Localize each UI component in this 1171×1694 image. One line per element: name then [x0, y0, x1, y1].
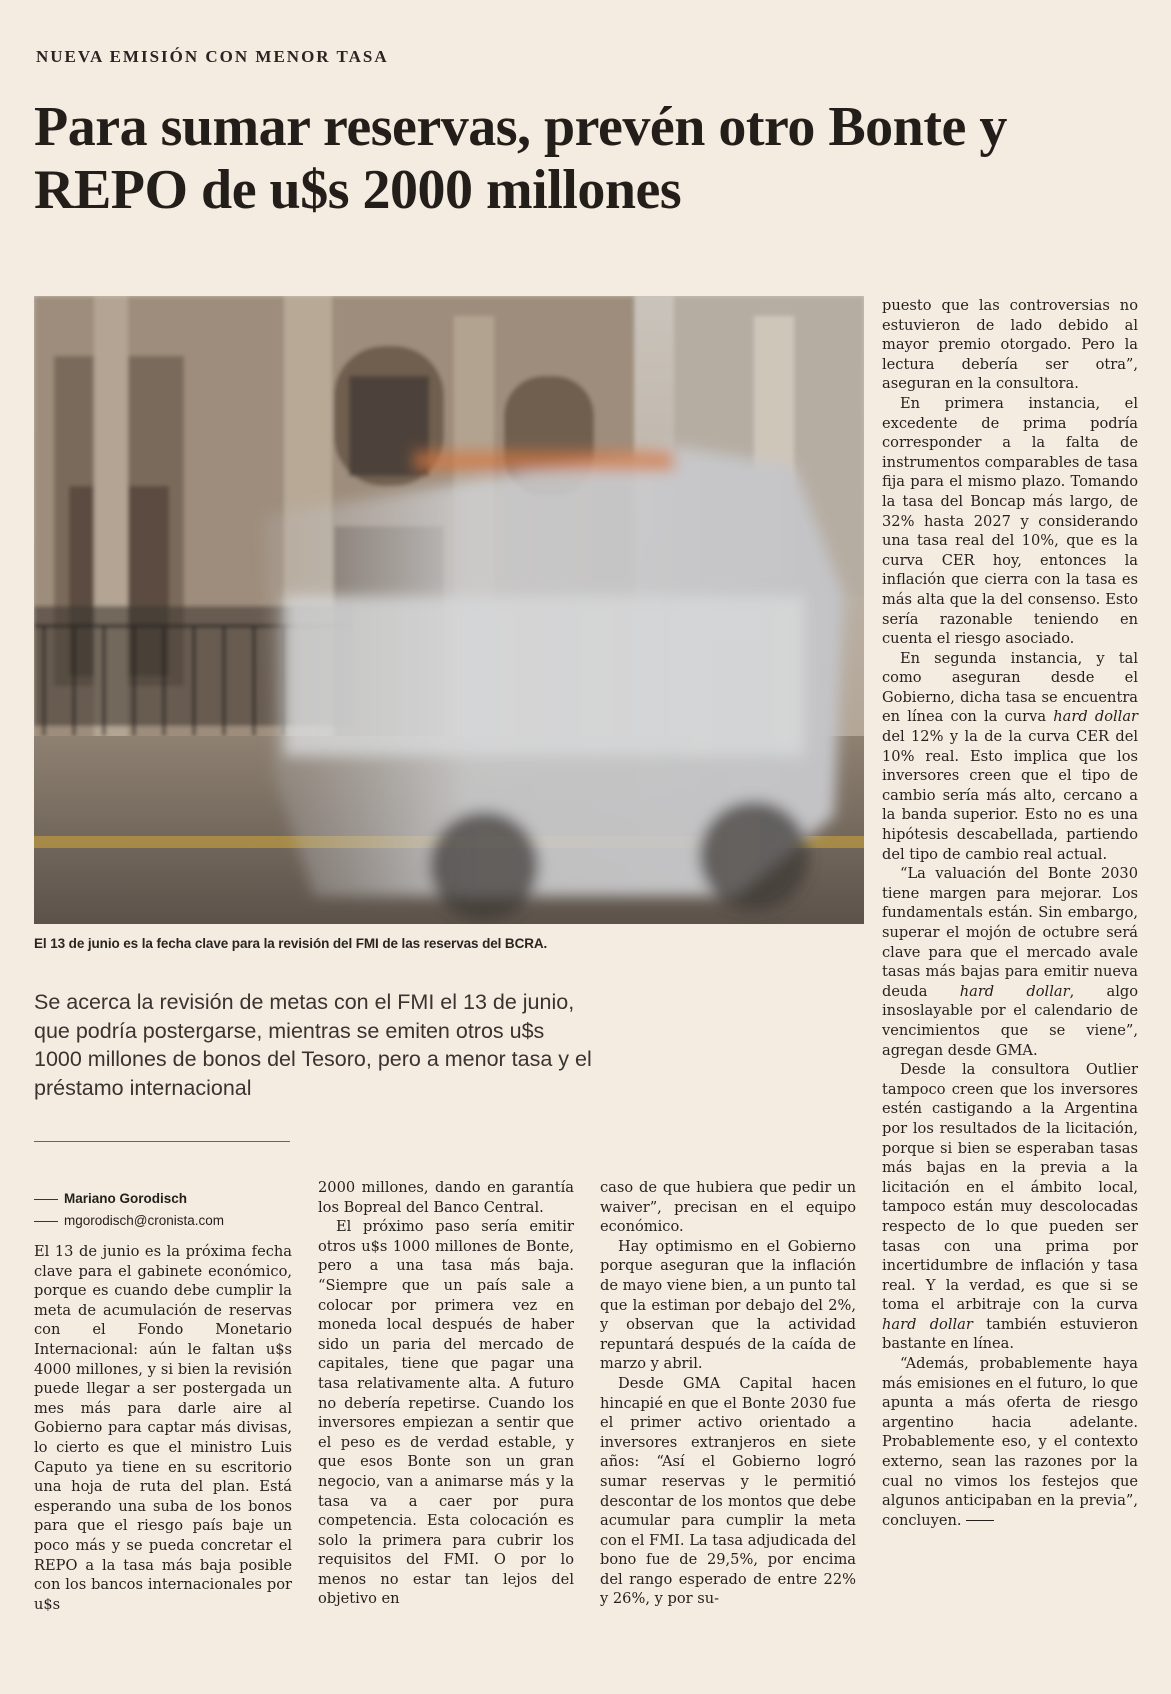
text-run: , algo insoslayable por el calendario de vencimientos que se viene”, agregan desde GMA.	[882, 982, 1139, 1059]
paragraph: Hay optimismo en el Gobierno porque aseguran que la inflación de mayo viene bien, a un punto tal que la estiman por debajo del 2%, y observan que la actividad repuntará después de la caída de marzo y abril.	[600, 1237, 856, 1373]
article-photo	[34, 296, 864, 924]
paragraph	[882, 1060, 1138, 1354]
photo-street-truck-bcra-building-icon	[34, 296, 864, 924]
kicker: NUEVA EMISIÓN CON MENOR TASA	[36, 47, 389, 66]
divider	[34, 1141, 290, 1142]
byline-dash	[34, 1221, 58, 1222]
photo-caption: El 13 de junio es la fecha clave para la revisión del FMI de las reservas del BCRA.	[34, 936, 548, 951]
paragraph: El 13 de junio es la próxima fecha clave para el gabinete económico, porque es cuando debe cumplir la meta de acumulación de reservas con el Fondo Monetario Internacional: aún le faltan u$s 4000 millones, y si bien la revisión puede llegar a ser postergada un mes más para darle aire al Gobierno para captar más divisas, lo cierto es que el ministro Luis Caputo ya tiene en su escritorio una hoja de ruta del plan. Está esperando una suba de los bonos para que el riesgo país baje un poco más y se pueda concretar el REPO a la tasa más baja posible con los bancos internacionales por u$s	[34, 1243, 292, 1613]
text-run: En segunda instancia, y tal como aseguran desde el Gobierno, dicha tasa se encuentra en línea con la curva	[882, 649, 1138, 726]
body-column-2	[318, 1178, 574, 1609]
emphasis: hard dollar	[1053, 708, 1138, 726]
body-column-1	[34, 1242, 292, 1614]
text-run: Desde la consultora Outlier tampoco creen que los inversores estén castigando a la Argentina por los resultados de la licitación, porque si bien se esperaban tasas más bajas en la previa a la licitación en el ámbito local, tampoco están muy descolocadas respecto de lo que pueden ser tasas con una prima por incertidumbre de inflación y tasa real. Y la verdad, es que si se toma el arbitraje con la curva	[882, 1061, 1138, 1314]
paragraph	[882, 649, 1138, 865]
paragraph: Desde GMA Capital hacen hincapié en que el Bonte 2030 fue el primer activo orientado a inversores extranjeros en siete años: “Así el Gobierno logró sumar reservas y le permitió descontar de los montos que debe acumular para cumplir la meta con el FMI. La tasa adjudicada del bono fue de 29,5%, por encima del rango esperado de entre 22% y 26%, y por su-	[600, 1374, 856, 1608]
emphasis: hard dollar	[882, 1315, 973, 1333]
text-run: también estuvieron bastante en línea.	[882, 1315, 1138, 1353]
paragraph: caso de que hubiera que pedir un waiver”, precisan en el equipo económico.	[600, 1179, 856, 1236]
emphasis: hard dollar	[959, 982, 1070, 1000]
paragraph	[882, 864, 1138, 1060]
text-run: del 12% y la de la curva CER del 10% real. Esto implica que los inversores creen que el tipo de cambio sería más alto, cercano a la banda superior. Esto no es una hipótesis descabellada, partiendo del tipo de cambio real actual.	[882, 728, 1138, 863]
paragraph: puesto que las controversias no estuvieron de lado debido al mayor premio otorgado. Pero la lectura debería ser otra”, aseguran en la consultora.	[882, 297, 1138, 393]
author-name: Mariano Gorodisch	[64, 1191, 188, 1206]
paragraph: 2000 millones, dando en garantía los Bopreal del Banco Central.	[318, 1179, 574, 1216]
paragraph	[882, 1354, 1138, 1530]
paragraph: El próximo paso sería emitir otros u$s 1000 millones de Bonte, pero a una tasa más baja. “Siempre que un país sale a colocar por primera vez en moneda local después de haber sido un paria del mercado de capitales, tiene que pagar una tasa relativamente alta. A futuro no debería repetirse. Cuando los inversores empiezan a sentir que el peso es de verdad estable, y que esos Bonte son un gran negocio, van a animarse más y la tasa va a caer por pura competencia. Esta colocación es solo la primera para cubrir los requisitos del FMI. O por lo menos no estar tan lejos del objetivo en	[318, 1218, 574, 1608]
body-column-4	[882, 296, 1138, 1530]
paragraph: En primera instancia, el excedente de prima podría corresponder a la falta de instrumentos comparables de tasa fija para el mismo plazo. Tomando la tasa del Boncap más largo, de 32% hasta 2027 y considerando una tasa real del 10%, que es la curva CER hoy, entonces la inflación que cierra con la tasa es más alta que la del consenso. Esto sería razonable teniendo en cuenta el riesgo asociado.	[882, 394, 1138, 648]
headline: Para sumar reservas, prevén otro Bonte y REPO de u$s 2000 millones	[34, 96, 1007, 221]
article-deck: Se acerca la revisión de metas con el FMI el 13 de junio, que podría postergarse, mientras se emiten otros u$s 1000 millones de bonos del Tesoro, pero a menor tasa y el préstamo internacional	[34, 990, 592, 1100]
author-email[interactable]: mgorodisch@cronista.com	[64, 1213, 225, 1228]
byline	[34, 1188, 284, 1232]
body-column-3	[600, 1178, 856, 1609]
byline-dash	[34, 1199, 58, 1200]
text-run: “Además, probablemente haya más emisiones en el futuro, lo que apunta a más oferta de riesgo argentino hacia adelante. Probablemente eso, y el contexto externo, sean las razones por la cual no vimos los festejos que algunos anticipaban en la previa”, concluyen.	[882, 1355, 1138, 1529]
end-mark	[966, 1520, 994, 1521]
text-run: “La valuación del Bonte 2030 tiene margen para mejorar. Los fundamentals están. Sin embargo, superar el mojón de octubre será clave para que el mercado avale tasas más bajas para emitir nueva deuda	[882, 865, 1138, 1000]
